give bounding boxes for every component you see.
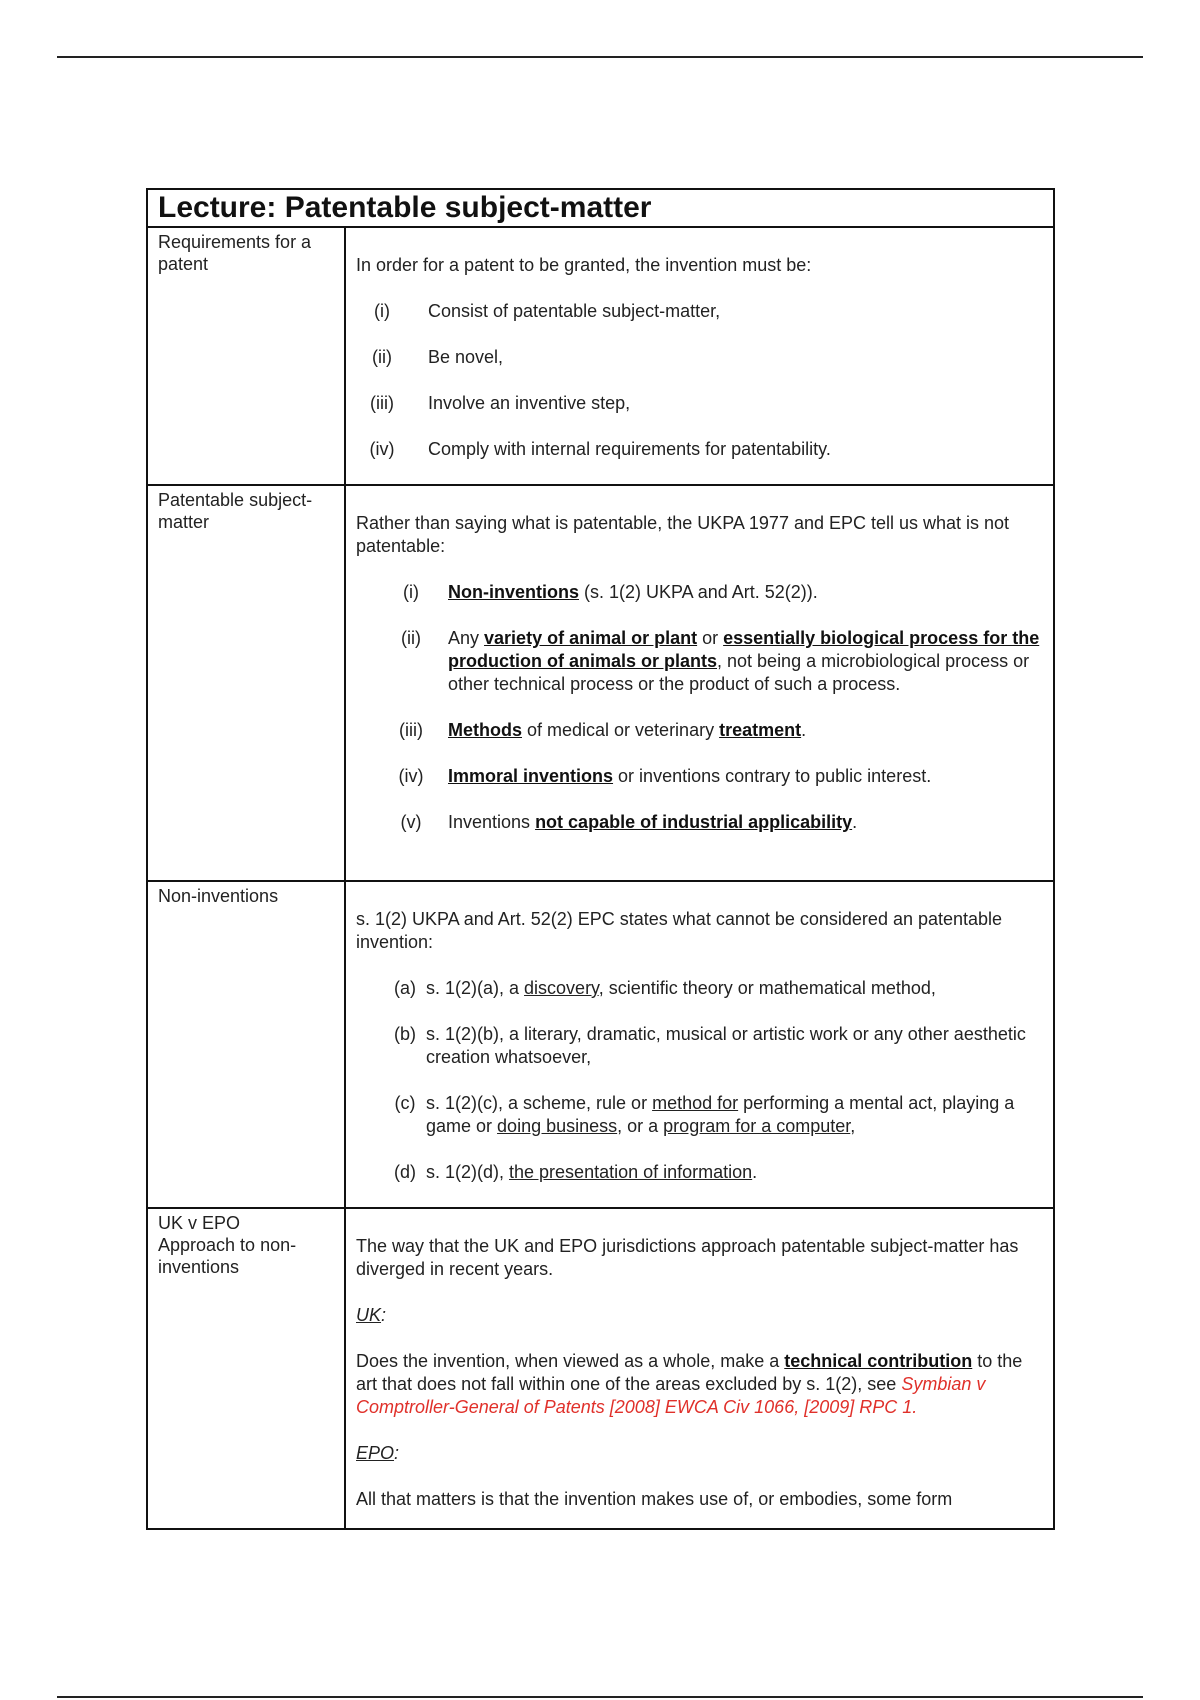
- paragraph: s. 1(2) UKPA and Art. 52(2) EPC states what cannot be considered an patentable invention:: [356, 909, 1003, 952]
- list-text: Immoral inventions or inventions contrary to public interest.: [448, 766, 932, 786]
- paragraph: Rather than saying what is patentable, the UKPA 1977 and EPC tell us what is not patentable:: [356, 513, 1010, 556]
- row-uk-v-epo: [148, 1209, 1053, 1528]
- list-number: (v): [400, 812, 422, 832]
- page-title: Lecture: Patentable subject-matter: [148, 190, 1053, 228]
- row-content: [346, 882, 1053, 1207]
- row-label: Patentable subject-matter: [148, 486, 346, 880]
- list-item: [356, 977, 1043, 1000]
- list-item: [356, 438, 1043, 461]
- underlined-term: discovery: [524, 978, 599, 998]
- list-text: s. 1(2)(d), the presentation of information.: [426, 1162, 758, 1182]
- case-citation: Symbian v Comptroller-General of Patents [2008] EWCA Civ 1066, [2009] RPC 1: [356, 1374, 986, 1417]
- underlined-term: the presentation of information: [509, 1162, 753, 1182]
- list-number: (b): [394, 1024, 416, 1044]
- list-text: s. 1(2)(c), a scheme, rule or method for performing a mental act, playing a game or doing business, or a program for a computer,: [426, 1093, 1015, 1136]
- label-line: Approach to non-inventions: [158, 1235, 297, 1277]
- list-text: Be novel,: [428, 347, 504, 367]
- list-number: (iv): [398, 766, 424, 786]
- row-requirements: [148, 228, 1053, 486]
- key-term: not capable of industrial applicability: [535, 812, 853, 832]
- row-non-inventions: [148, 882, 1053, 1209]
- list-item: [356, 1161, 1043, 1184]
- list-text: Comply with internal requirements for patentability.: [428, 439, 831, 459]
- list-text: Non-inventions (s. 1(2) UKPA and Art. 52(2)).: [448, 582, 818, 602]
- list-item: [356, 300, 1043, 323]
- list-text: Involve an inventive step,: [428, 393, 631, 413]
- list-item: [356, 392, 1043, 415]
- paragraph: In order for a patent to be granted, the invention must be:: [356, 255, 812, 275]
- list-number: (i): [403, 582, 419, 602]
- row-patentable-subject-matter: [148, 486, 1053, 882]
- row-content: [346, 228, 1053, 484]
- footer-rule: [57, 1696, 1143, 1698]
- list-number: (ii): [372, 347, 392, 367]
- label-line: UK v EPO: [158, 1213, 241, 1233]
- key-term: technical contribution: [784, 1351, 973, 1371]
- header-rule: [57, 56, 1143, 58]
- list-number: (iv): [369, 439, 395, 459]
- list-text: s. 1(2)(a), a discovery, scientific theory or mathematical method,: [426, 978, 936, 998]
- list-number: (a): [394, 978, 416, 998]
- list-item: [356, 581, 1043, 604]
- list-number: (i): [374, 301, 390, 321]
- paragraph: Does the invention, when viewed as a whole, make a technical contribution to the art that does not fall within one of the areas excluded by s. 1(2), see Symbian v Comptroller-General of Patents [2008] EWCA Civ 1066, [2009] RPC 1.: [356, 1351, 1023, 1417]
- list-item: [356, 719, 1043, 742]
- row-content: [346, 1209, 1053, 1528]
- list-text: Consist of patentable subject-matter,: [428, 301, 721, 321]
- key-term: essentially biological process for the production of animals or plants: [448, 628, 1040, 671]
- row-label: [148, 1209, 346, 1528]
- list-item: [356, 765, 1043, 788]
- underlined-term: method for: [652, 1093, 739, 1113]
- list-number: (iii): [370, 393, 394, 413]
- key-term: Immoral inventions: [448, 766, 614, 786]
- epo-heading: EPO:: [356, 1443, 400, 1463]
- list-number: (c): [394, 1093, 416, 1113]
- list-item: [356, 346, 1043, 369]
- list-number: (iii): [399, 720, 423, 740]
- key-term: variety of animal or plant: [484, 628, 698, 648]
- list-item: [356, 811, 1043, 834]
- list-text: Methods of medical or veterinary treatment.: [448, 720, 807, 740]
- list-text: Any variety of animal or plant or essentially biological process for the production of animals or plants, not being a microbiological process or other technical process or the product of such a process.: [448, 628, 1040, 694]
- uk-heading: UK:: [356, 1305, 387, 1325]
- paragraph: The way that the UK and EPO jurisdictions approach patentable subject-matter has diverged in recent years.: [356, 1236, 1019, 1279]
- key-term: Methods: [448, 720, 522, 740]
- list-item: [356, 627, 1043, 696]
- paragraph: All that matters is that the invention makes use of, or embodies, some form: [356, 1489, 953, 1509]
- list-item: [356, 1092, 1043, 1138]
- list-number: (d): [394, 1162, 416, 1182]
- lecture-table: [146, 188, 1055, 1530]
- row-label: Requirements for a patent: [148, 228, 346, 484]
- list-item: [356, 1023, 1043, 1069]
- row-content: [346, 486, 1053, 880]
- list-text: Inventions not capable of industrial applicability.: [448, 812, 858, 832]
- list-number: (ii): [401, 628, 421, 648]
- key-term: treatment: [719, 720, 802, 740]
- underlined-term: doing business: [497, 1116, 618, 1136]
- row-label: Non-inventions: [148, 882, 346, 1207]
- key-term: Non-inventions: [448, 582, 579, 602]
- list-text: s. 1(2)(b), a literary, dramatic, musical or artistic work or any other aesthetic creation whatsoever,: [426, 1024, 1026, 1067]
- underlined-term: program for a computer: [663, 1116, 851, 1136]
